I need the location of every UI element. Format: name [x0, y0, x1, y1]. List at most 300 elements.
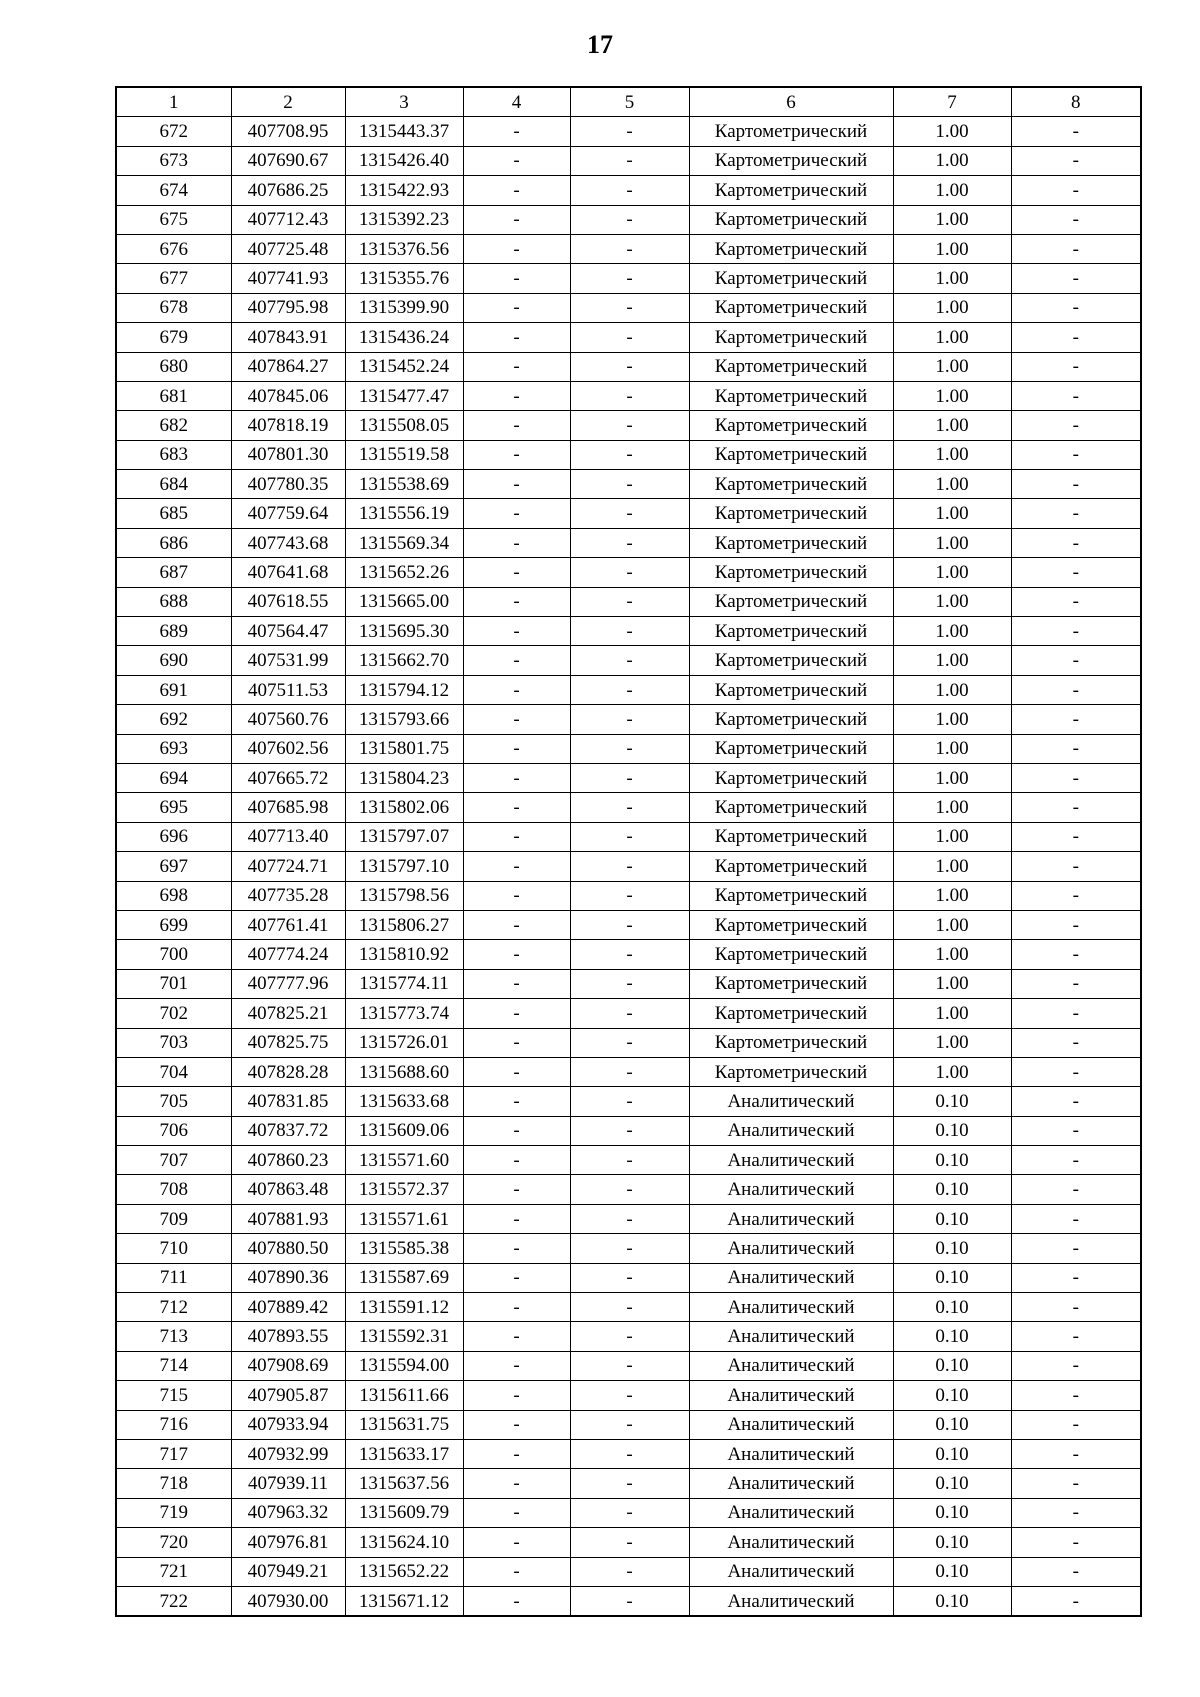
y-coordinate-cell: 1315572.37	[345, 1175, 463, 1204]
y-coordinate-cell: 1315426.40	[345, 146, 463, 175]
x-coordinate-cell: 407511.53	[231, 675, 345, 704]
col5-cell: -	[570, 881, 689, 910]
col4-cell: -	[463, 617, 570, 646]
x-coordinate-cell: 407949.21	[231, 1557, 345, 1586]
col8-cell: -	[1011, 352, 1141, 381]
col8-cell: -	[1011, 293, 1141, 322]
col5-cell: -	[570, 1293, 689, 1322]
col5-cell: -	[570, 146, 689, 175]
table-row	[116, 499, 1141, 528]
x-coordinate-cell: 407843.91	[231, 323, 345, 352]
table-row	[116, 234, 1141, 263]
y-coordinate-cell: 1315592.31	[345, 1322, 463, 1351]
table-row	[116, 852, 1141, 881]
col4-cell: -	[463, 293, 570, 322]
point-number-cell: 684	[116, 470, 231, 499]
table-row	[116, 176, 1141, 205]
method-cell: Аналитический	[689, 1234, 893, 1263]
accuracy-cell: 1.00	[893, 910, 1011, 939]
col5-cell: -	[570, 440, 689, 469]
table-row	[116, 470, 1141, 499]
accuracy-cell: 1.00	[893, 763, 1011, 792]
accuracy-cell: 1.00	[893, 1057, 1011, 1086]
x-coordinate-cell: 407777.96	[231, 969, 345, 998]
col4-cell: -	[463, 1263, 570, 1292]
table-row	[116, 1175, 1141, 1204]
col4-cell: -	[463, 234, 570, 263]
table-row	[116, 940, 1141, 969]
col8-cell: -	[1011, 734, 1141, 763]
accuracy-cell: 1.00	[893, 940, 1011, 969]
col4-cell: -	[463, 587, 570, 616]
accuracy-cell: 1.00	[893, 499, 1011, 528]
col5-cell: -	[570, 1381, 689, 1410]
col5-cell: -	[570, 734, 689, 763]
method-cell: Картометрический	[689, 822, 893, 851]
method-cell: Картометрический	[689, 440, 893, 469]
col5-cell: -	[570, 852, 689, 881]
col4-cell: -	[463, 176, 570, 205]
col5-cell: -	[570, 1557, 689, 1586]
table-row	[116, 1528, 1141, 1557]
x-coordinate-cell: 407845.06	[231, 381, 345, 410]
col8-cell: -	[1011, 1351, 1141, 1380]
method-cell: Аналитический	[689, 1263, 893, 1292]
x-coordinate-cell: 407976.81	[231, 1528, 345, 1557]
point-number-cell: 717	[116, 1439, 231, 1468]
x-coordinate-cell: 407828.28	[231, 1057, 345, 1086]
coordinates-table	[115, 86, 1142, 1617]
point-number-cell: 706	[116, 1116, 231, 1145]
accuracy-cell: 0.10	[893, 1322, 1011, 1351]
col5-cell: -	[570, 969, 689, 998]
col5-cell: -	[570, 293, 689, 322]
col4-cell: -	[463, 1057, 570, 1086]
y-coordinate-cell: 1315797.10	[345, 852, 463, 881]
method-cell: Аналитический	[689, 1175, 893, 1204]
col8-cell: -	[1011, 1498, 1141, 1527]
point-number-cell: 694	[116, 763, 231, 792]
table-row	[116, 705, 1141, 734]
col5-cell: -	[570, 1528, 689, 1557]
table-row	[116, 617, 1141, 646]
col5-cell: -	[570, 1322, 689, 1351]
y-coordinate-cell: 1315774.11	[345, 969, 463, 998]
col5-cell: -	[570, 705, 689, 734]
col4-cell: -	[463, 1528, 570, 1557]
point-number-cell: 722	[116, 1586, 231, 1616]
point-number-cell: 677	[116, 264, 231, 293]
point-number-cell: 676	[116, 234, 231, 263]
method-cell: Картометрический	[689, 734, 893, 763]
accuracy-cell: 0.10	[893, 1528, 1011, 1557]
accuracy-cell: 0.10	[893, 1557, 1011, 1586]
col4-cell: -	[463, 528, 570, 557]
y-coordinate-cell: 1315587.69	[345, 1263, 463, 1292]
accuracy-cell: 1.00	[893, 793, 1011, 822]
col5-cell: -	[570, 1175, 689, 1204]
y-coordinate-cell: 1315392.23	[345, 205, 463, 234]
col8-cell: -	[1011, 1146, 1141, 1175]
point-number-cell: 715	[116, 1381, 231, 1410]
table-row	[116, 117, 1141, 146]
col5-cell: -	[570, 1146, 689, 1175]
point-number-cell: 702	[116, 999, 231, 1028]
col5-cell: -	[570, 234, 689, 263]
col4-cell: -	[463, 675, 570, 704]
table-row	[116, 793, 1141, 822]
table-row	[116, 734, 1141, 763]
col8-cell: -	[1011, 176, 1141, 205]
col5-cell: -	[570, 587, 689, 616]
col5-cell: -	[570, 411, 689, 440]
table-row	[116, 675, 1141, 704]
x-coordinate-cell: 407893.55	[231, 1322, 345, 1351]
method-cell: Картометрический	[689, 999, 893, 1028]
col5-cell: -	[570, 793, 689, 822]
method-cell: Картометрический	[689, 705, 893, 734]
x-coordinate-cell: 407963.32	[231, 1498, 345, 1527]
table-row	[116, 1234, 1141, 1263]
method-cell: Картометрический	[689, 381, 893, 410]
table-row	[116, 646, 1141, 675]
x-coordinate-cell: 407801.30	[231, 440, 345, 469]
x-coordinate-cell: 407825.21	[231, 999, 345, 1028]
y-coordinate-cell: 1315688.60	[345, 1057, 463, 1086]
table-row	[116, 1381, 1141, 1410]
y-coordinate-cell: 1315810.92	[345, 940, 463, 969]
col8-cell: -	[1011, 617, 1141, 646]
col4-cell: -	[463, 470, 570, 499]
col5-cell: -	[570, 1028, 689, 1057]
y-coordinate-cell: 1315443.37	[345, 117, 463, 146]
column-header: 4	[463, 87, 570, 117]
accuracy-cell: 1.00	[893, 675, 1011, 704]
point-number-cell: 699	[116, 910, 231, 939]
point-number-cell: 692	[116, 705, 231, 734]
method-cell: Картометрический	[689, 234, 893, 263]
accuracy-cell: 0.10	[893, 1498, 1011, 1527]
col4-cell: -	[463, 822, 570, 851]
accuracy-cell: 0.10	[893, 1293, 1011, 1322]
method-cell: Картометрический	[689, 352, 893, 381]
col8-cell: -	[1011, 1175, 1141, 1204]
table-row	[116, 1498, 1141, 1527]
accuracy-cell: 1.00	[893, 264, 1011, 293]
col5-cell: -	[570, 558, 689, 587]
method-cell: Картометрический	[689, 205, 893, 234]
y-coordinate-cell: 1315806.27	[345, 910, 463, 939]
point-number-cell: 687	[116, 558, 231, 587]
y-coordinate-cell: 1315436.24	[345, 323, 463, 352]
col4-cell: -	[463, 264, 570, 293]
col8-cell: -	[1011, 822, 1141, 851]
col4-cell: -	[463, 969, 570, 998]
y-coordinate-cell: 1315571.61	[345, 1204, 463, 1233]
x-coordinate-cell: 407795.98	[231, 293, 345, 322]
point-number-cell: 688	[116, 587, 231, 616]
col4-cell: -	[463, 1234, 570, 1263]
point-number-cell: 689	[116, 617, 231, 646]
col8-cell: -	[1011, 1087, 1141, 1116]
table-row	[116, 1116, 1141, 1145]
col4-cell: -	[463, 705, 570, 734]
col8-cell: -	[1011, 323, 1141, 352]
table-row	[116, 1293, 1141, 1322]
x-coordinate-cell: 407774.24	[231, 940, 345, 969]
x-coordinate-cell: 407713.40	[231, 822, 345, 851]
method-cell: Аналитический	[689, 1322, 893, 1351]
col4-cell: -	[463, 910, 570, 939]
col8-cell: -	[1011, 1263, 1141, 1292]
table-row	[116, 763, 1141, 792]
table-row	[116, 1439, 1141, 1468]
col8-cell: -	[1011, 1469, 1141, 1498]
col8-cell: -	[1011, 675, 1141, 704]
page-number: 17	[587, 30, 613, 59]
col4-cell: -	[463, 999, 570, 1028]
accuracy-cell: 1.00	[893, 440, 1011, 469]
col5-cell: -	[570, 910, 689, 939]
y-coordinate-cell: 1315594.00	[345, 1351, 463, 1380]
col5-cell: -	[570, 117, 689, 146]
col4-cell: -	[463, 1498, 570, 1527]
point-number-cell: 693	[116, 734, 231, 763]
method-cell: Картометрический	[689, 470, 893, 499]
y-coordinate-cell: 1315538.69	[345, 470, 463, 499]
col4-cell: -	[463, 1586, 570, 1616]
method-cell: Аналитический	[689, 1116, 893, 1145]
accuracy-cell: 1.00	[893, 734, 1011, 763]
col8-cell: -	[1011, 411, 1141, 440]
y-coordinate-cell: 1315452.24	[345, 352, 463, 381]
table-body	[116, 117, 1141, 1616]
x-coordinate-cell: 407618.55	[231, 587, 345, 616]
col5-cell: -	[570, 528, 689, 557]
y-coordinate-cell: 1315637.56	[345, 1469, 463, 1498]
method-cell: Аналитический	[689, 1351, 893, 1380]
point-number-cell: 714	[116, 1351, 231, 1380]
accuracy-cell: 0.10	[893, 1586, 1011, 1616]
col5-cell: -	[570, 1410, 689, 1439]
point-number-cell: 720	[116, 1528, 231, 1557]
point-number-cell: 697	[116, 852, 231, 881]
method-cell: Картометрический	[689, 117, 893, 146]
col4-cell: -	[463, 1351, 570, 1380]
accuracy-cell: 0.10	[893, 1263, 1011, 1292]
col8-cell: -	[1011, 940, 1141, 969]
accuracy-cell: 1.00	[893, 234, 1011, 263]
x-coordinate-cell: 407531.99	[231, 646, 345, 675]
x-coordinate-cell: 407864.27	[231, 352, 345, 381]
method-cell: Аналитический	[689, 1410, 893, 1439]
method-cell: Картометрический	[689, 646, 893, 675]
table-row	[116, 1146, 1141, 1175]
col8-cell: -	[1011, 558, 1141, 587]
point-number-cell: 712	[116, 1293, 231, 1322]
x-coordinate-cell: 407602.56	[231, 734, 345, 763]
point-number-cell: 711	[116, 1263, 231, 1292]
col8-cell: -	[1011, 1439, 1141, 1468]
accuracy-cell: 1.00	[893, 822, 1011, 851]
col4-cell: -	[463, 793, 570, 822]
col8-cell: -	[1011, 1293, 1141, 1322]
point-number-cell: 681	[116, 381, 231, 410]
method-cell: Аналитический	[689, 1586, 893, 1616]
point-number-cell: 701	[116, 969, 231, 998]
point-number-cell: 683	[116, 440, 231, 469]
x-coordinate-cell: 407905.87	[231, 1381, 345, 1410]
accuracy-cell: 0.10	[893, 1469, 1011, 1498]
x-coordinate-cell: 407712.43	[231, 205, 345, 234]
col8-cell: -	[1011, 1234, 1141, 1263]
accuracy-cell: 1.00	[893, 852, 1011, 881]
col4-cell: -	[463, 1381, 570, 1410]
col4-cell: -	[463, 499, 570, 528]
accuracy-cell: 0.10	[893, 1410, 1011, 1439]
accuracy-cell: 1.00	[893, 323, 1011, 352]
table-row	[116, 205, 1141, 234]
column-header: 2	[231, 87, 345, 117]
table-row	[116, 264, 1141, 293]
accuracy-cell: 0.10	[893, 1351, 1011, 1380]
x-coordinate-cell: 407560.76	[231, 705, 345, 734]
col8-cell: -	[1011, 587, 1141, 616]
table-row	[116, 381, 1141, 410]
y-coordinate-cell: 1315585.38	[345, 1234, 463, 1263]
column-header: 7	[893, 87, 1011, 117]
x-coordinate-cell: 407932.99	[231, 1439, 345, 1468]
y-coordinate-cell: 1315798.56	[345, 881, 463, 910]
x-coordinate-cell: 407690.67	[231, 146, 345, 175]
table-row	[116, 1028, 1141, 1057]
col4-cell: -	[463, 381, 570, 410]
table-row	[116, 440, 1141, 469]
table-row	[116, 1469, 1141, 1498]
col8-cell: -	[1011, 205, 1141, 234]
col8-cell: -	[1011, 1586, 1141, 1616]
point-number-cell: 716	[116, 1410, 231, 1439]
col5-cell: -	[570, 381, 689, 410]
table-row	[116, 1263, 1141, 1292]
x-coordinate-cell: 407837.72	[231, 1116, 345, 1145]
col5-cell: -	[570, 1498, 689, 1527]
col5-cell: -	[570, 264, 689, 293]
x-coordinate-cell: 407735.28	[231, 881, 345, 910]
col4-cell: -	[463, 1175, 570, 1204]
accuracy-cell: 0.10	[893, 1439, 1011, 1468]
header-row	[116, 87, 1141, 117]
col4-cell: -	[463, 1028, 570, 1057]
accuracy-cell: 1.00	[893, 587, 1011, 616]
col8-cell: -	[1011, 881, 1141, 910]
col5-cell: -	[570, 763, 689, 792]
col8-cell: -	[1011, 1381, 1141, 1410]
col5-cell: -	[570, 1087, 689, 1116]
col8-cell: -	[1011, 763, 1141, 792]
y-coordinate-cell: 1315508.05	[345, 411, 463, 440]
col4-cell: -	[463, 940, 570, 969]
accuracy-cell: 1.00	[893, 205, 1011, 234]
col8-cell: -	[1011, 381, 1141, 410]
col4-cell: -	[463, 1557, 570, 1586]
table-row	[116, 1057, 1141, 1086]
col4-cell: -	[463, 1146, 570, 1175]
accuracy-cell: 0.10	[893, 1087, 1011, 1116]
col5-cell: -	[570, 1586, 689, 1616]
method-cell: Аналитический	[689, 1087, 893, 1116]
method-cell: Аналитический	[689, 1528, 893, 1557]
y-coordinate-cell: 1315665.00	[345, 587, 463, 616]
col5-cell: -	[570, 940, 689, 969]
col5-cell: -	[570, 1234, 689, 1263]
method-cell: Картометрический	[689, 1057, 893, 1086]
table-row	[116, 146, 1141, 175]
method-cell: Аналитический	[689, 1498, 893, 1527]
col8-cell: -	[1011, 1322, 1141, 1351]
y-coordinate-cell: 1315591.12	[345, 1293, 463, 1322]
accuracy-cell: 0.10	[893, 1381, 1011, 1410]
table-row	[116, 1204, 1141, 1233]
col4-cell: -	[463, 146, 570, 175]
col5-cell: -	[570, 999, 689, 1028]
col4-cell: -	[463, 881, 570, 910]
table-row	[116, 1322, 1141, 1351]
point-number-cell: 672	[116, 117, 231, 146]
accuracy-cell: 1.00	[893, 705, 1011, 734]
method-cell: Картометрический	[689, 617, 893, 646]
table-row	[116, 1557, 1141, 1586]
x-coordinate-cell: 407759.64	[231, 499, 345, 528]
y-coordinate-cell: 1315611.66	[345, 1381, 463, 1410]
accuracy-cell: 0.10	[893, 1204, 1011, 1233]
table-row	[116, 1586, 1141, 1616]
accuracy-cell: 1.00	[893, 176, 1011, 205]
method-cell: Картометрический	[689, 176, 893, 205]
method-cell: Картометрический	[689, 763, 893, 792]
x-coordinate-cell: 407686.25	[231, 176, 345, 205]
point-number-cell: 700	[116, 940, 231, 969]
method-cell: Картометрический	[689, 323, 893, 352]
point-number-cell: 685	[116, 499, 231, 528]
y-coordinate-cell: 1315794.12	[345, 675, 463, 704]
accuracy-cell: 1.00	[893, 528, 1011, 557]
col5-cell: -	[570, 822, 689, 851]
col5-cell: -	[570, 646, 689, 675]
table-row	[116, 411, 1141, 440]
x-coordinate-cell: 407685.98	[231, 793, 345, 822]
point-number-cell: 710	[116, 1234, 231, 1263]
col8-cell: -	[1011, 264, 1141, 293]
col4-cell: -	[463, 646, 570, 675]
method-cell: Картометрический	[689, 558, 893, 587]
accuracy-cell: 1.00	[893, 1028, 1011, 1057]
point-number-cell: 691	[116, 675, 231, 704]
x-coordinate-cell: 407818.19	[231, 411, 345, 440]
col8-cell: -	[1011, 1028, 1141, 1057]
table-row	[116, 352, 1141, 381]
point-number-cell: 713	[116, 1322, 231, 1351]
y-coordinate-cell: 1315804.23	[345, 763, 463, 792]
col4-cell: -	[463, 440, 570, 469]
column-header: 8	[1011, 87, 1141, 117]
point-number-cell: 686	[116, 528, 231, 557]
method-cell: Картометрический	[689, 852, 893, 881]
col8-cell: -	[1011, 705, 1141, 734]
x-coordinate-cell: 407889.42	[231, 1293, 345, 1322]
col8-cell: -	[1011, 234, 1141, 263]
col4-cell: -	[463, 852, 570, 881]
